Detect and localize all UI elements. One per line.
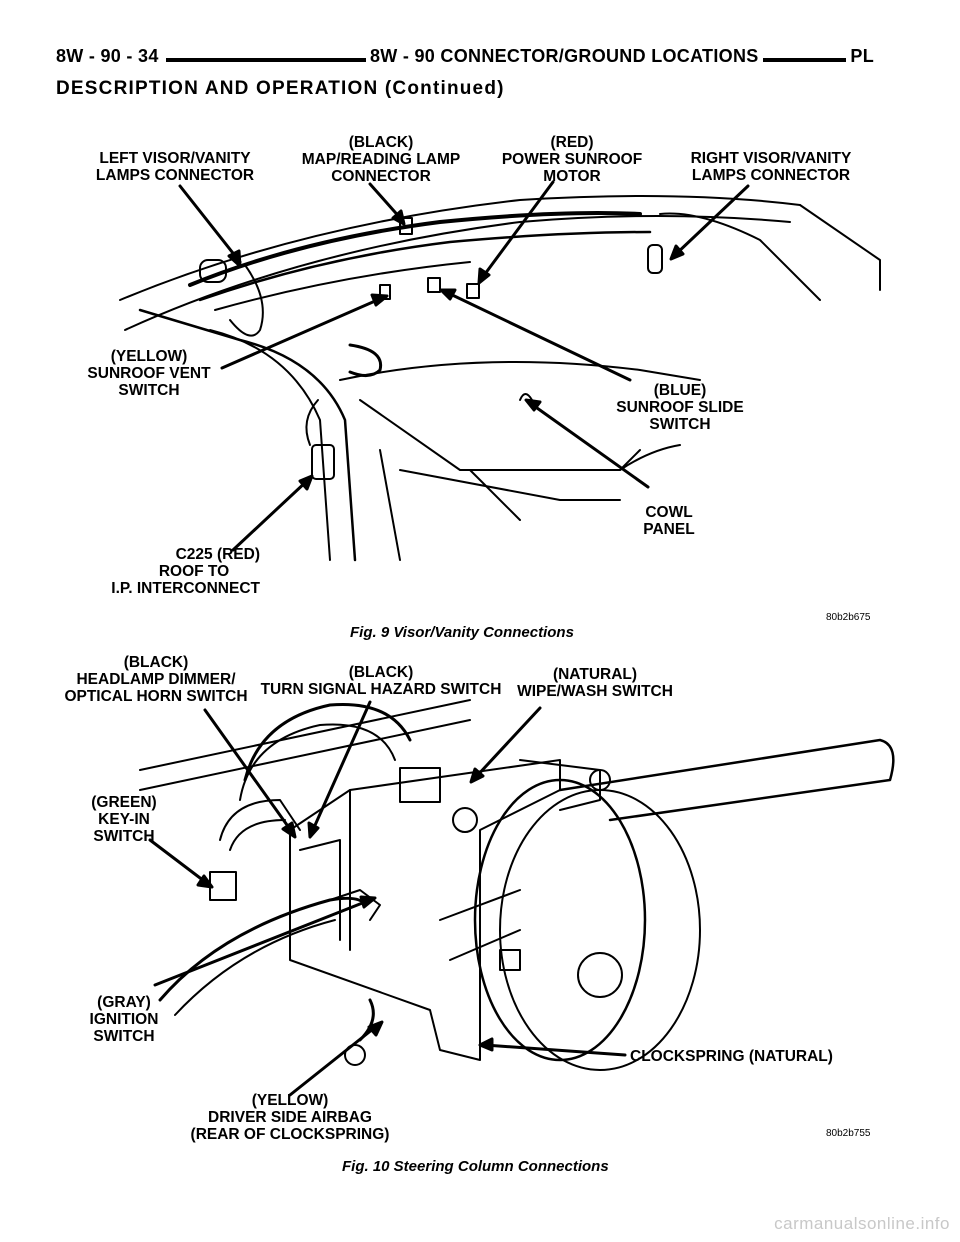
label-map-reading-lamp-connector: (BLACK) MAP/READING LAMP CONNECTOR	[301, 134, 461, 185]
section-header: 8W - 90 CONNECTOR/GROUND LOCATIONS	[366, 46, 763, 67]
label-sunroof-slide-switch: (BLUE) SUNROOF SLIDE SWITCH	[616, 382, 744, 433]
fig9-drawing	[120, 196, 880, 560]
footer-watermark: carmanualsonline.info	[774, 1214, 950, 1233]
fig9-code: 80b2b675	[826, 612, 871, 623]
fig10-caption: Fig. 10 Steering Column Connections	[342, 1158, 609, 1175]
label-power-sunroof-motor: (RED) POWER SUNROOF MOTOR	[501, 134, 643, 185]
fig9-caption: Fig. 9 Visor/Vanity Connections	[350, 624, 574, 641]
vehicle-code: PL	[846, 46, 878, 67]
label-right-visor-connector: RIGHT VISOR/VANITY LAMPS CONNECTOR	[690, 150, 852, 184]
label-key-in-switch: (GREEN) KEY-IN SWITCH	[91, 794, 157, 845]
fig10-drawing	[140, 700, 893, 1070]
fig9-leaders	[180, 182, 748, 550]
label-sunroof-vent-switch: (YELLOW) SUNROOF VENT SWITCH	[87, 348, 211, 399]
label-turn-signal-hazard-switch: (BLACK) TURN SIGNAL HAZARD SWITCH	[260, 664, 502, 698]
page-ref: 8W - 90 - 34	[52, 46, 163, 67]
label-c225-interconnect: C225 (RED) ROOF TO I.P. INTERCONNECT	[111, 546, 260, 597]
label-left-visor-connector: LEFT VISOR/VANITY LAMPS CONNECTOR	[95, 150, 255, 184]
label-clockspring: CLOCKSPRING (NATURAL)	[630, 1048, 833, 1065]
label-ignition-switch: (GRAY) IGNITION SWITCH	[89, 994, 159, 1045]
fig10-code: 80b2b755	[826, 1128, 871, 1139]
label-wipe-wash-switch: (NATURAL) WIPE/WASH SWITCH	[517, 666, 673, 700]
label-headlamp-dimmer-switch: (BLACK) HEADLAMP DIMMER/ OPTICAL HORN SWITCH	[64, 654, 248, 705]
label-cowl-panel: COWL PANEL	[643, 504, 695, 538]
label-driver-airbag: (YELLOW) DRIVER SIDE AIRBAG (REAR OF CLOCKSPRING)	[190, 1092, 390, 1143]
section-subheading: DESCRIPTION AND OPERATION (Continued)	[56, 78, 505, 99]
